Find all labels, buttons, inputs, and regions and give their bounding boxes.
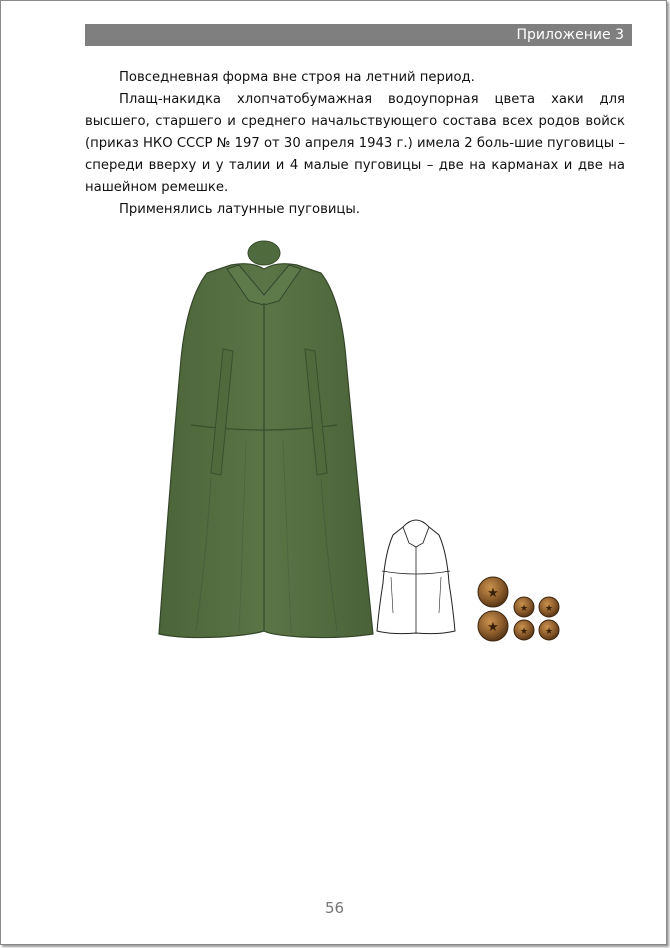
body-text xyxy=(85,67,625,221)
page-number: 56 xyxy=(324,899,345,917)
large-button-top xyxy=(478,577,508,607)
brass-buttons xyxy=(475,575,565,645)
svg-text:★: ★ xyxy=(544,604,554,614)
large-button-bottom xyxy=(478,611,508,641)
cape-illustration xyxy=(151,239,376,639)
paragraph-2: Плащ-накидка хлопчатобумажная водоупорная цвета хаки для высшего, старшего и среднего начальствующего состава всех родов войск (приказ НКО СССР № 197 от 30 апреля 1943 г.) имела 2 боль-​шие пуговицы – спереди вверху и у талии и 4 малые пуговицы – две на карманах и две на нашейном ремешке. xyxy=(85,92,625,195)
svg-text:★: ★ xyxy=(487,586,499,601)
mannequin-neck xyxy=(248,241,280,265)
svg-text:★: ★ xyxy=(487,620,499,635)
paragraph-1: Повседневная форма вне строя на летний период. xyxy=(119,70,475,85)
svg-text:★: ★ xyxy=(544,627,554,637)
small-button-1 xyxy=(514,597,534,617)
section-title: Приложение 3 xyxy=(516,27,624,43)
small-button-2 xyxy=(539,597,559,617)
paragraph-3: Применялись латунные пуговицы. xyxy=(119,202,360,217)
small-button-4 xyxy=(539,620,559,640)
outline-hood xyxy=(403,520,429,527)
small-button-3 xyxy=(514,620,534,640)
cape-body xyxy=(159,264,373,638)
header-bar xyxy=(85,24,632,46)
svg-text:★: ★ xyxy=(519,604,529,614)
cape-outline-sketch xyxy=(373,513,459,637)
svg-text:★: ★ xyxy=(519,627,529,637)
